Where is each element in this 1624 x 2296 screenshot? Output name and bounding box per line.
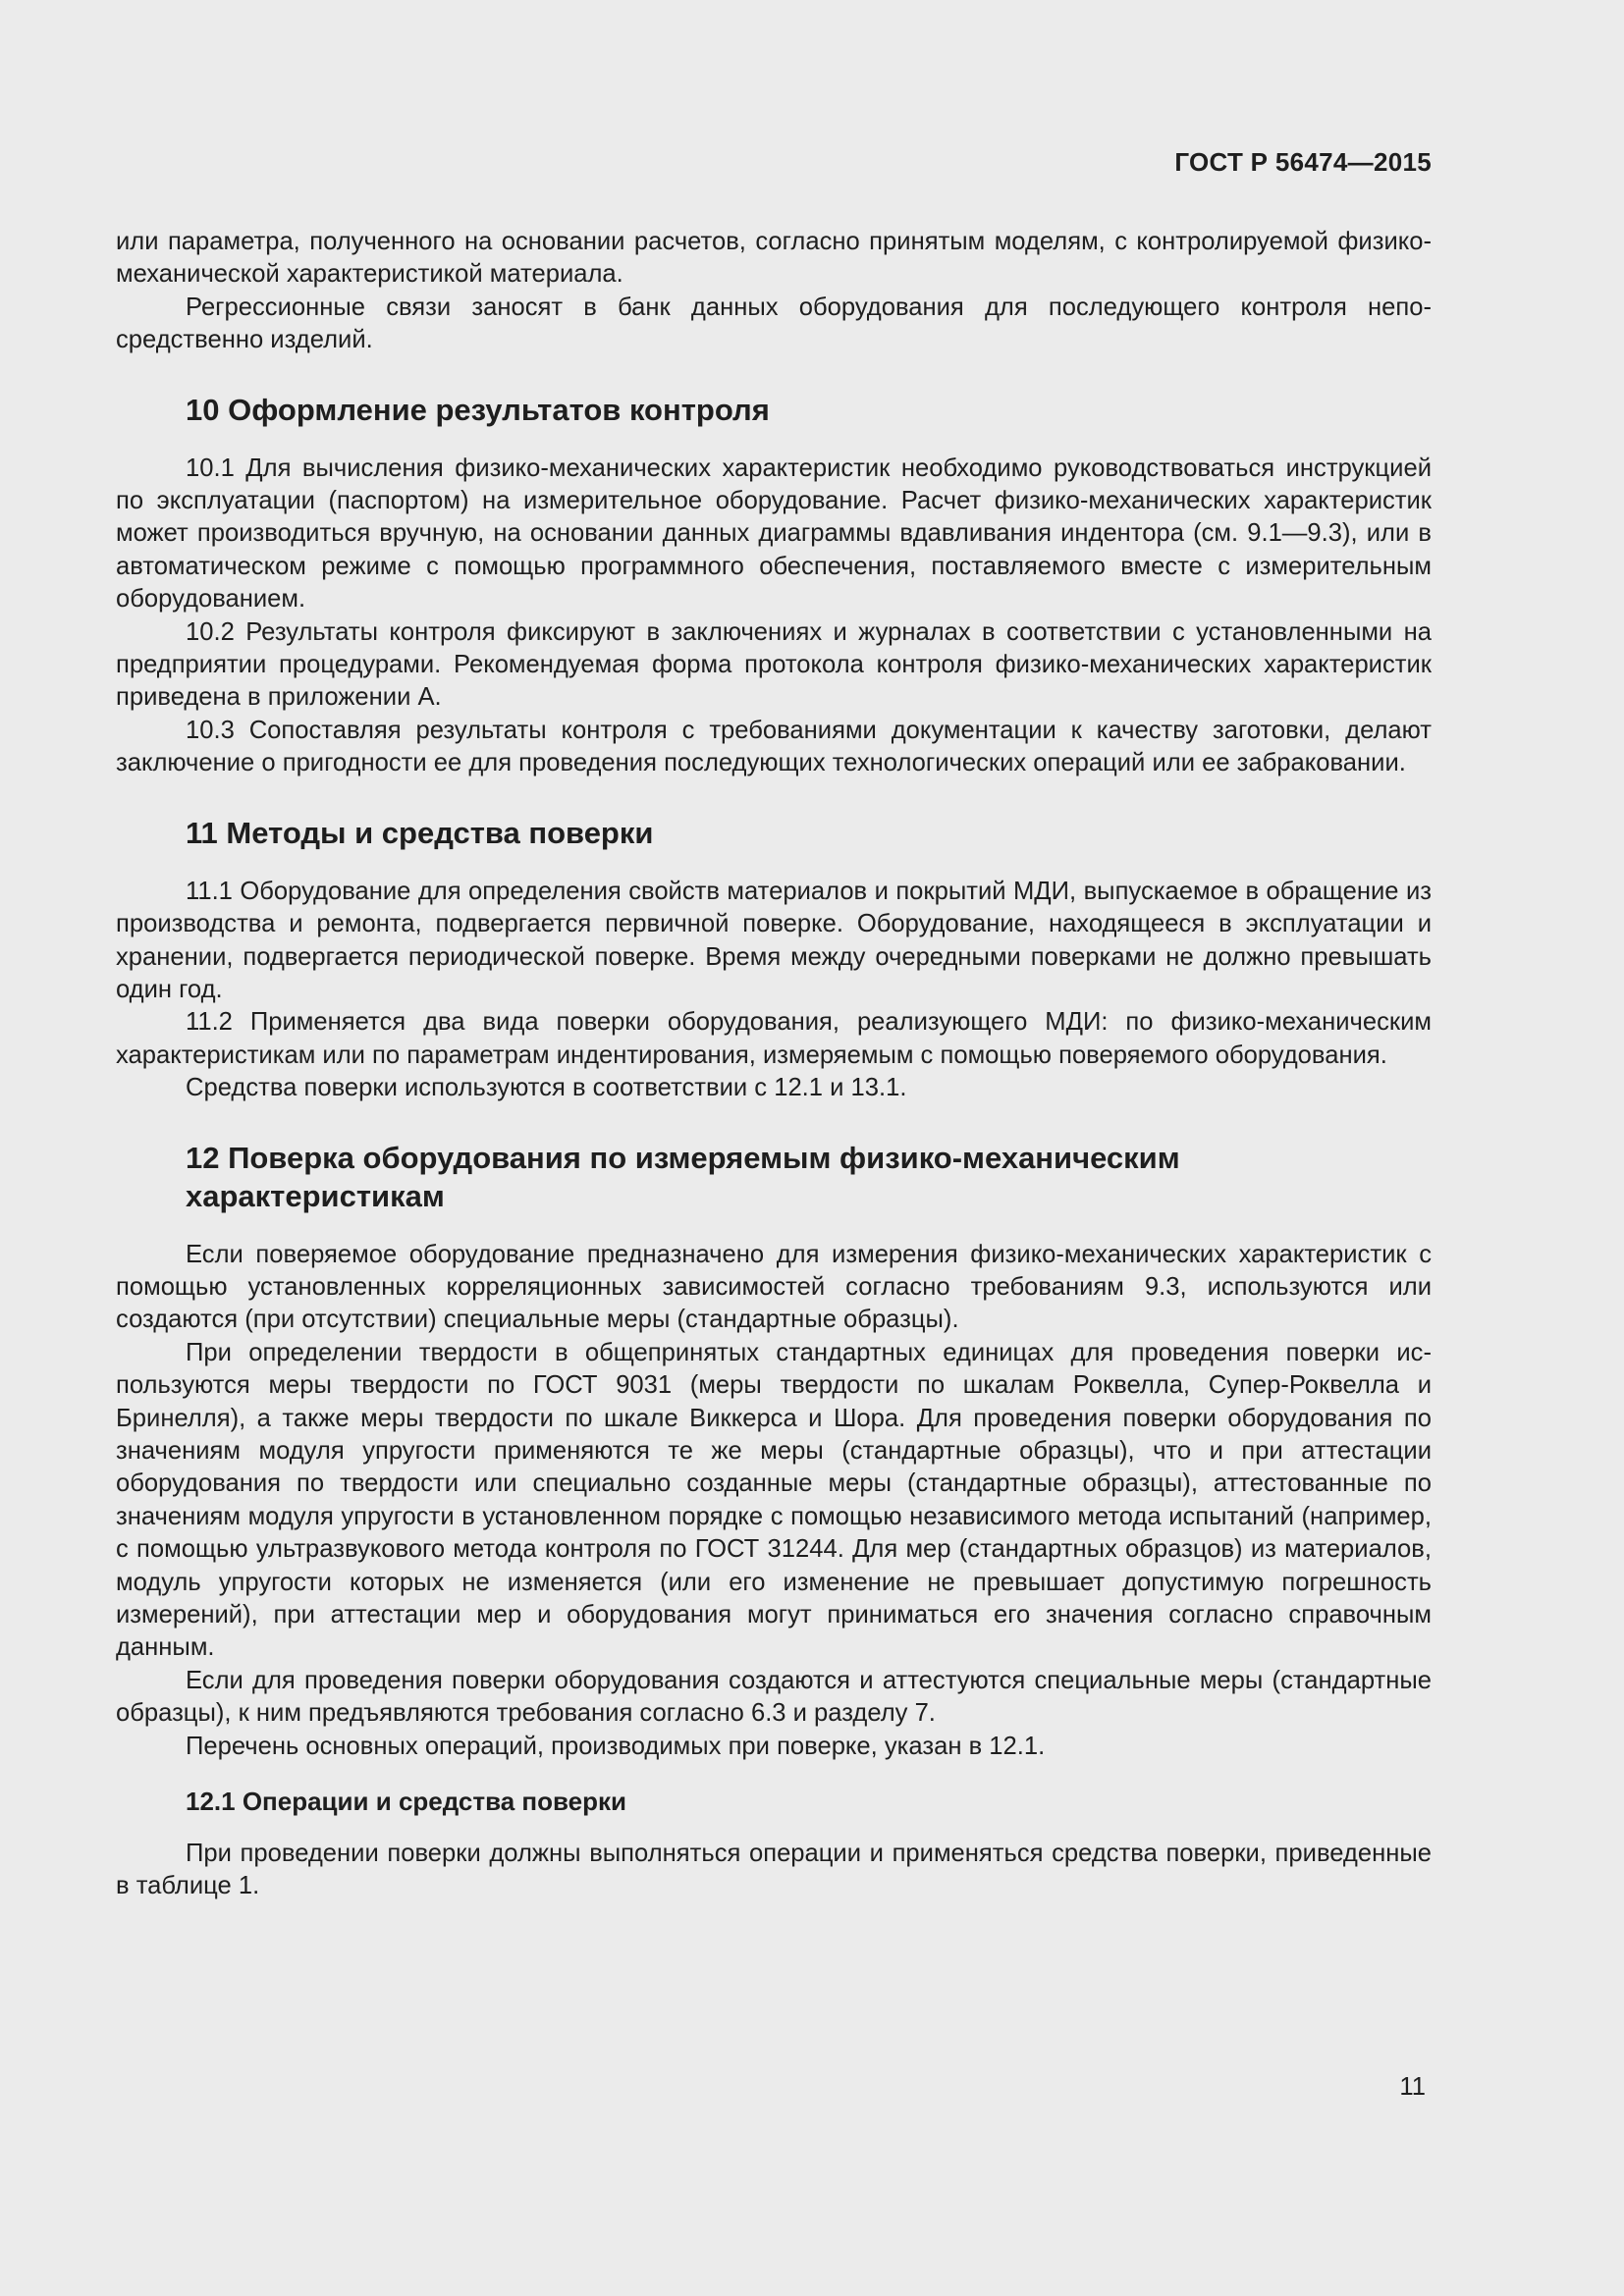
section-12-title-line-2: характеристикам — [186, 1178, 445, 1213]
intro-paragraph-1: или параметра, полученного на основании расчетов, согласно принятым моделям, с контролируемой физико-механической характеристикой материала. — [116, 228, 1432, 289]
section-10-paragraph-3: 10.3 Сопоставляя результаты контроля с требованиями документации к качеству заготовки, делают заключение о пригодности ее для проведения последующих технологических операций или ее забраковании. — [116, 716, 1432, 777]
section-11-paragraph-3: Средства поверки используются в соответствии с 12.1 и 13.1. — [186, 1074, 907, 1102]
section-11-paragraph-2: 11.2 Применяется два вида поверки оборудования, реализующего МДИ: по физико-механическим характеристикам или по параметрам индентирования, измеряемым с помощью поверяемого оборудования. — [116, 1008, 1432, 1069]
section-12-1-paragraph-1: При проведении поверки должны выполняться операции и применяться средства поверки, приведенные в таблице 1. — [116, 1840, 1432, 1900]
section-12-title — [116, 1139, 1432, 1215]
document-body — [116, 226, 1432, 1903]
section-12-paragraph-3: Если для проведения поверки оборудования создаются и аттестуются специальные меры (стандартные образцы), к ним предъявляются требования согласно 6.3 и разделу 7. — [116, 1666, 1432, 1728]
page-number: 11 — [1399, 2073, 1426, 2101]
intro-paragraph-2: Регрессионные связи заносят в банк данных оборудования для последующего контроля непосредственно изделий. — [116, 293, 1432, 354]
document-page — [116, 0, 1432, 2296]
section-10-paragraph-1: 10.1 Для вычисления физико-механических характеристик необходимо руководствоваться инструкцией по эксплуатации (паспортом) на измерительное оборудование. Расчет физико-механических характеристик может производиться вручную, на основании данных диаграммы вдавливания индентора (см. 9.1—9.3), или в автоматическом режиме с помощью программного обеспечения, поставляемого вместе с измерительным оборудованием. — [116, 454, 1432, 614]
section-12-paragraph-4: Перечень основных операций, производимых при поверке, указан в 12.1. — [186, 1732, 1046, 1760]
section-12-paragraph-1: Если поверяемое оборудование предназначено для измерения физико-механических характеристик с помощью установленных корреляционных зависимостей согласно требованиям 9.3, используются или создаются (при отсутствии) специальные меры (стандартные образцы). — [116, 1240, 1432, 1334]
section-10-title: 10 Оформление результатов контроля — [186, 392, 770, 427]
section-11-title: 11 Методы и средства поверки — [186, 815, 654, 850]
section-12-title-line-1: 12 Поверка оборудования по измеряемым физико-механическим — [186, 1140, 1180, 1175]
section-12-1-title: 12.1 Операции и средства поверки — [186, 1787, 626, 1817]
section-11-paragraph-1: 11.1 Оборудование для определения свойств материалов и покрытий МДИ, выпускаемое в обращение из производства и ремонта, подвергается первичной поверке. Оборудование, находящееся в эксплуатации и хранении, подвергается периодической поверке. Время между очередными поверками не должно превышать один год. — [116, 877, 1432, 1003]
section-12-paragraph-2: При определении твердости в общепринятых стандартных единицах для проведения поверки используются меры твердости по ГОСТ 9031 (меры твердости по шкалам Роквелла, Супер-Роквелла и Бринелля), а также меры твердости по шкале Виккерса и Шора. Для проведения поверки оборудования по значениям модуля упругости применяются те же меры (стандартные образцы), что и при аттестации оборудования по твердости или специально созданные меры (стандартные образцы), аттестованные по значениям модуля упругости в установленном порядке с помощью независимого метода испытаний (например, с помощью ультразвукового метода контроля по ГОСТ 31244. Для мер (стандартных образцов) из материалов, модуль упругости которых не изменяется (или его изменение не превышает допустимую погрешность измерений), при аттестации мер и оборудования могут приниматься его значения согласно справочным данным. — [116, 1338, 1432, 1662]
section-10-paragraph-2: 10.2 Результаты контроля фиксируют в заключениях и журналах в соответствии с установленными на предприятии процедурами. Рекомендуемая форма протокола контроля физико-механических характеристик приведена в приложении А. — [116, 617, 1432, 712]
document-header-id: ГОСТ Р 56474—2015 — [1174, 147, 1432, 177]
